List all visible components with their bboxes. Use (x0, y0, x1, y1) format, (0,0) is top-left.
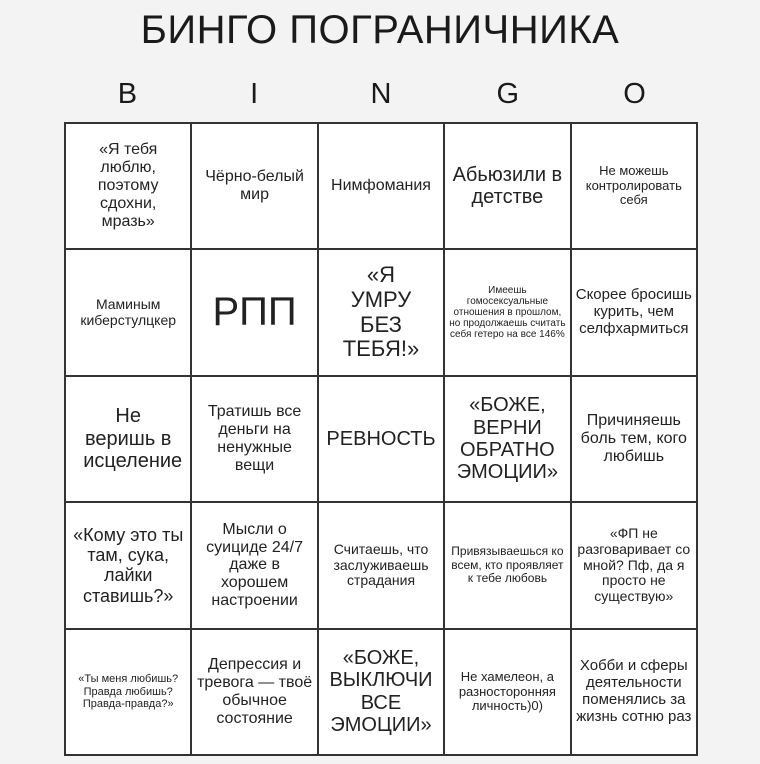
bingo-cell[interactable] (318, 249, 444, 375)
bingo-cell-text: «Я УМРУ БЕЗ ТЕБЯ!» (342, 262, 420, 362)
bingo-cell-text: Маминым киберстулцкер (80, 295, 177, 328)
bingo-cell-text: Имеешь гомосексуальные отношения в прошлом, но продолжаешь считать себя гетеро на все 146% (449, 284, 566, 341)
bingo-cell-text: Не веришь в исцеление (83, 405, 183, 473)
bingo-cell-text: Чёрно-белый мир (205, 168, 304, 204)
bingo-cell[interactable] (571, 123, 697, 249)
bingo-cell-text: «БОЖЕ, ВЫКЛЮЧИ ВСЕ ЭМОЦИИ» (329, 647, 433, 737)
page-title: БИНГО ПОГРАНИЧНИКА (140, 8, 620, 52)
bingo-cell-text: Абьюзили в детстве (452, 163, 563, 209)
bingo-cell[interactable] (191, 629, 317, 755)
bingo-cell[interactable] (571, 629, 697, 755)
bingo-cell[interactable] (65, 376, 191, 502)
bingo-cell[interactable] (444, 249, 570, 375)
bingo-cell[interactable] (318, 123, 444, 249)
bingo-letters (64, 78, 698, 111)
bingo-cell-text: «ФП не разговаривает со мной? Пф, да я просто не существую» (577, 525, 691, 604)
bingo-cell-text: Не можешь контролировать себя (585, 163, 682, 208)
bingo-cell-text: «Кому это ты там, сука, лайки ставишь?» (73, 525, 184, 606)
bingo-cell-text: РЕВНОСТЬ (326, 427, 436, 450)
bingo-cell-text: Причиняешь боль тем, кого любишь (580, 412, 687, 465)
bingo-cell[interactable] (191, 502, 317, 628)
bingo-cell-text: Считаешь, что заслуживаешь страдания (333, 540, 429, 589)
bingo-cell-text: «Я тебя люблю, поэтому сдохни, мразь» (97, 141, 159, 231)
bingo-cell-text: Не хамелеон, а разносторонняя личность)0) (458, 668, 556, 714)
bingo-cell[interactable] (444, 629, 570, 755)
bingo-cell-text: Нимфомания (331, 177, 431, 195)
letter-g: G (496, 78, 520, 110)
bingo-cell-text: «БОЖЕ, ВЕРНИ ОБРАТНО ЭМОЦИИ» (456, 394, 559, 484)
bingo-cell[interactable] (318, 629, 444, 755)
bingo-cell[interactable] (444, 502, 570, 628)
bingo-cell[interactable] (65, 249, 191, 375)
bingo-cell[interactable] (65, 629, 191, 755)
bingo-cell[interactable] (318, 502, 444, 628)
bingo-cell[interactable] (444, 123, 570, 249)
bingo-grid (64, 122, 698, 756)
bingo-cell[interactable] (571, 249, 697, 375)
letter-i: I (250, 78, 259, 110)
letter-b: B (117, 78, 138, 110)
bingo-cell[interactable] (191, 123, 317, 249)
letter-o: O (623, 78, 646, 110)
bingo-cell-text: Мысли о суициде 24/7 даже в хорошем настроении (206, 520, 304, 610)
bingo-cell-text: РПП (212, 290, 297, 335)
bingo-cell-text: Привязываешься ко всем, кто проявляет к тебе любовь (451, 544, 564, 586)
bingo-cell-text: Хобби и сферы деятельности поменялись за жизнь сотню раз (576, 657, 692, 725)
bingo-cell[interactable] (571, 376, 697, 502)
bingo-cell[interactable] (318, 376, 444, 502)
bingo-cell[interactable] (65, 502, 191, 628)
bingo-cell[interactable] (571, 502, 697, 628)
bingo-cell[interactable] (191, 249, 317, 375)
bingo-cell-text: «Ты меня любишь? Правда любишь? Правда-правда?» (78, 673, 179, 710)
bingo-cell-text: Депрессия и тревога — твоё обычное состояние (197, 655, 313, 727)
letter-n: N (370, 78, 392, 110)
bingo-cell[interactable] (65, 123, 191, 249)
bingo-cell-text: Скорее бросишь курить, чем селфхармиться (575, 286, 692, 337)
bingo-cell[interactable] (191, 376, 317, 502)
bingo-cell[interactable] (444, 376, 570, 502)
bingo-cell-text: Тратишь все деньги на ненужные вещи (207, 403, 302, 474)
